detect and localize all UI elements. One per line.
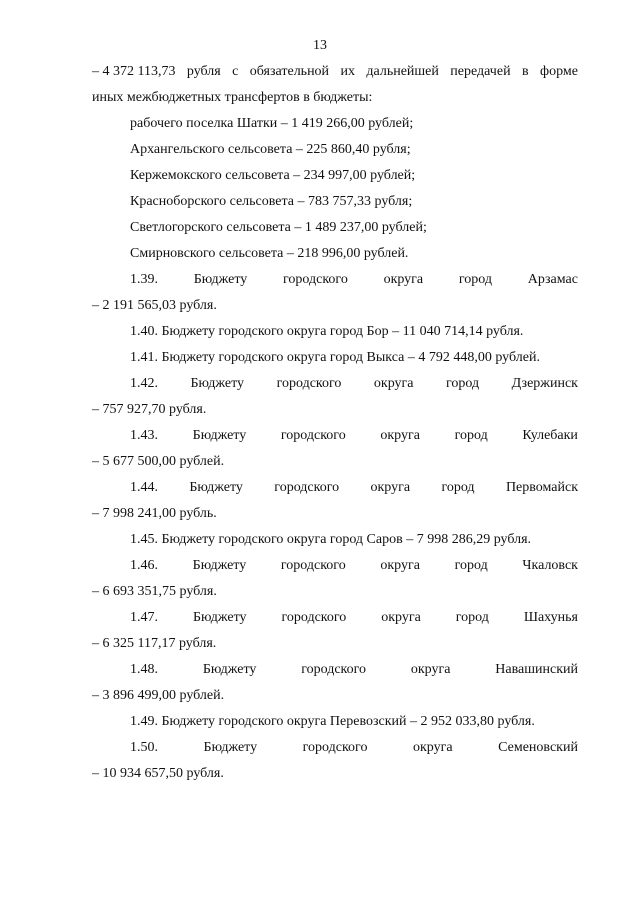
budget-item-line: 1.45. Бюджету городского округа город Саров – 7 998 286,29 рубля. — [130, 532, 532, 547]
budget-item-line — [92, 267, 578, 293]
opening-word: в — [521, 64, 529, 79]
budget-item-word: город — [446, 376, 480, 391]
budget-item-word: городского — [301, 662, 367, 677]
budget-item-word: округа — [380, 428, 420, 443]
budget-item-word: Бюджету — [192, 610, 247, 625]
budget-item-word: Бюджету — [192, 428, 247, 443]
budget-item-continuation: – 10 934 657,50 рубля. — [92, 766, 224, 781]
opening-line-2: иных межбюджетных трансфертов в бюджеты: — [92, 90, 373, 105]
budget-item-word: городского — [302, 740, 368, 755]
budget-item-continuation: – 7 998 241,00 рубль. — [92, 506, 217, 521]
budget-item-word: городского — [276, 376, 342, 391]
budget-item-word: Первомайск — [505, 480, 578, 495]
opening-word: дальнейшей — [366, 64, 439, 79]
budget-item-word: Бюджету — [192, 558, 247, 573]
budget-item-word: городского — [280, 428, 346, 443]
budget-item-line — [92, 553, 578, 579]
opening-word: передачей — [450, 64, 511, 79]
budget-item-continuation: – 3 896 499,00 рублей. — [92, 688, 225, 703]
budget-item-line: 1.41. Бюджету городского округа город Выкса – 4 792 448,00 рублей. — [130, 350, 540, 365]
budget-item-line — [92, 735, 578, 761]
opening-line-1 — [92, 59, 578, 85]
budget-item-word: округа — [410, 662, 451, 677]
budget-items-list — [92, 267, 578, 787]
budget-item-continuation: – 757 927,70 рубля. — [92, 402, 207, 417]
budget-item-line: 1.49. Бюджету городского округа Перевозский – 2 952 033,80 рубля. — [130, 714, 535, 729]
opening-word: с — [232, 64, 239, 79]
budget-item-word: 1.47. — [130, 610, 158, 625]
transfer-line: Красноборского сельсовета – 783 757,33 рубля; — [130, 194, 413, 209]
budget-item-word: Навашинский — [495, 662, 578, 677]
budget-item-word: Кулебаки — [522, 428, 578, 443]
budget-item-word: городского — [283, 272, 348, 287]
budget-item-line — [92, 605, 578, 631]
budget-item-word: Арзамас — [527, 272, 578, 287]
budget-item-word: город — [458, 272, 492, 287]
budget-item-word: округа — [383, 272, 424, 287]
budget-item-word: Бюджету — [193, 272, 248, 287]
budget-item-word: Бюджету — [202, 662, 257, 677]
budget-item-word: Дзержинск — [511, 376, 578, 391]
transfer-line: Кержемокского сельсовета – 234 997,00 рублей; — [130, 168, 416, 183]
budget-item-word: 1.42. — [130, 376, 158, 391]
opening-word: обязательной — [249, 64, 330, 79]
budget-item-word: 1.43. — [130, 428, 158, 443]
transfer-line: Архангельского сельсовета – 225 860,40 рубля; — [130, 142, 411, 157]
budget-item-word: город — [441, 480, 475, 495]
budget-item-word: 1.46. — [130, 558, 158, 573]
budget-item-word: город — [455, 610, 489, 625]
budget-item-word: городского — [280, 558, 346, 573]
budget-item-word: округа — [373, 376, 414, 391]
budget-item-continuation: – 6 693 351,75 рубля. — [92, 584, 217, 599]
opening-word: их — [340, 64, 355, 79]
budget-item-word: 1.44. — [130, 480, 158, 495]
budget-item-word: округа — [370, 480, 411, 495]
budget-item-word: город — [454, 558, 488, 573]
budget-item-word: городского — [274, 480, 340, 495]
budget-item-word: Бюджету — [190, 376, 245, 391]
budget-item-line — [92, 423, 578, 449]
budget-item-word: Бюджету — [203, 740, 258, 755]
page-number: 13 — [313, 38, 327, 53]
budget-item-line — [92, 371, 578, 397]
transfer-line: Светлогорского сельсовета – 1 489 237,00 рублей; — [130, 220, 427, 235]
budget-item-word: Семеновский — [498, 740, 578, 755]
budget-item-word: городского — [281, 610, 347, 625]
budget-item-word: Бюджету — [189, 480, 243, 495]
budget-item-word: Чкаловск — [522, 558, 578, 573]
transfer-line: Смирновского сельсовета – 218 996,00 рублей. — [130, 246, 409, 261]
budget-item-continuation: – 5 677 500,00 рублей. — [92, 454, 225, 469]
budget-item-continuation: – 2 191 565,03 рубля. — [92, 298, 217, 313]
budget-item-word: 1.50. — [130, 740, 158, 755]
budget-item-word: 1.39. — [130, 272, 158, 287]
budget-item-word: округа — [413, 740, 453, 755]
budget-item-continuation: – 6 325 117,17 рубля. — [92, 636, 217, 651]
opening-word: рубля — [186, 64, 221, 79]
budget-item-word: 1.48. — [130, 662, 158, 677]
budget-item-word: округа — [380, 558, 420, 573]
budget-item-line — [92, 657, 578, 683]
opening-word: – 4 372 113,73 — [92, 64, 176, 79]
budget-item-word: Шахунья — [523, 610, 578, 625]
opening-word: форме — [540, 64, 578, 79]
budget-item-line: 1.40. Бюджету городского округа город Бор – 11 040 714,14 рубля. — [130, 324, 524, 339]
budget-item-word: город — [454, 428, 488, 443]
budget-item-line — [92, 475, 578, 501]
transfer-line: рабочего поселка Шатки – 1 419 266,00 рублей; — [130, 116, 414, 131]
document-body — [92, 59, 578, 787]
budget-item-word: округа — [381, 610, 421, 625]
